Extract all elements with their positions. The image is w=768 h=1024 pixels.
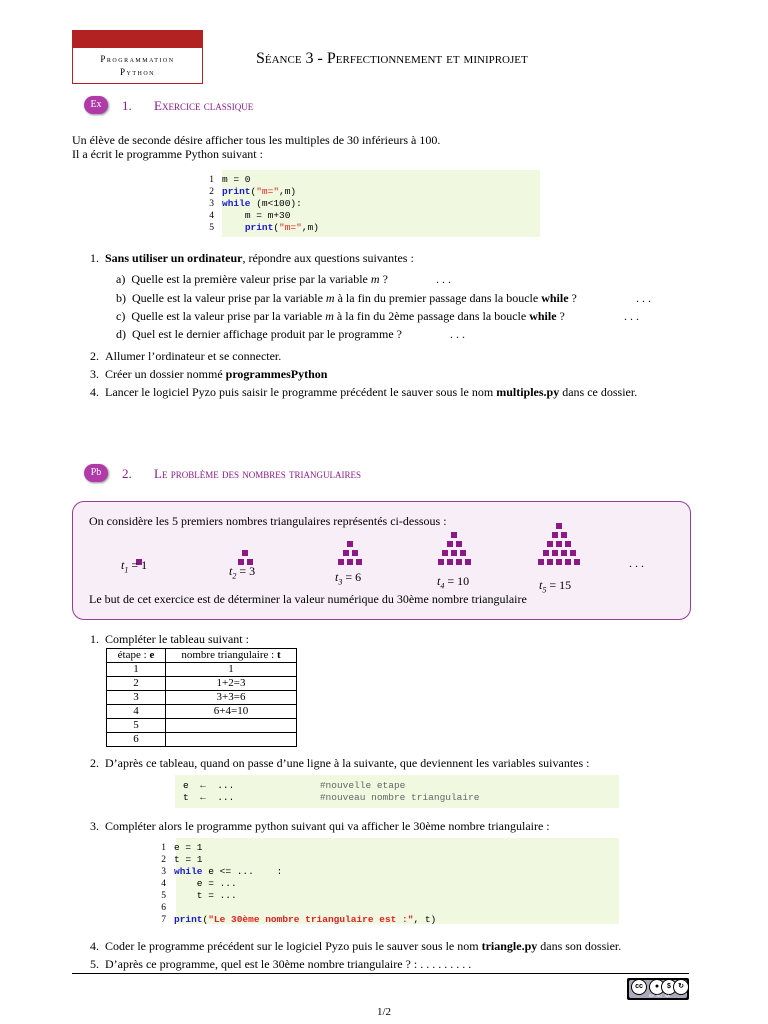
code-line: 4 e = ...	[161, 878, 237, 889]
code-line: 3 while (m<100):	[209, 198, 302, 209]
license-tags: BY NC SA	[649, 993, 670, 998]
triangular-term-label: $t_2 = 3$	[229, 564, 256, 581]
header-nombre: nombre triangulaire : t	[166, 649, 297, 663]
update-line-t: t ← ... #nouveau nombre triangulaire	[183, 792, 480, 803]
question-4: 4. Lancer le logiciel Pyzo puis saisir le programme précédent le sauver sous le nom multiples.py dans ce dossier.	[90, 385, 638, 399]
triangle-dot	[570, 550, 576, 556]
cell-etape: 1	[107, 663, 166, 677]
cell-nombre: 1+2=3	[166, 677, 297, 691]
code-line: 7 print("Le 30ème nombre triangulaire est :", t)	[161, 914, 437, 925]
triangle-dot	[447, 541, 453, 547]
s2-question-2: 2. D’après ce tableau, quand on passe d’une ligne à la suivante, que deviennent les variables suivantes :	[90, 756, 590, 770]
code-line: 3 while e <= ... :	[161, 866, 283, 877]
triangle-dot	[556, 523, 562, 529]
triangle-dot	[460, 550, 466, 556]
code-line: 2 print("m=",m)	[209, 186, 297, 197]
code-line: 1 m = 0	[209, 174, 251, 185]
table-header-row	[107, 649, 297, 663]
frame-ellipsis: . . .	[629, 556, 644, 570]
triangle-dot	[552, 532, 558, 538]
cell-etape: 2	[107, 677, 166, 691]
section2-title: Le problème des nombres triangulaires	[154, 466, 361, 481]
cell-etape: 4	[107, 705, 166, 719]
frame-intro: On considère les 5 premiers nombres triangulaires représentés ci-dessous :	[89, 514, 447, 528]
triangle-dot	[356, 559, 362, 565]
triangle-dot	[552, 550, 558, 556]
question-3: 3. Créer un dossier nommé programmesPython	[90, 367, 328, 381]
code-line: 1 e = 1	[161, 842, 203, 853]
cc-icon: cc	[631, 979, 647, 995]
triangle-dot	[451, 532, 457, 538]
problem-badge: Pb	[84, 464, 108, 482]
s2-question-3: 3. Compléter alors le programme python suivant qui va afficher le 30ème nombre triangulaire :	[90, 819, 550, 833]
triangle-dot	[547, 559, 553, 565]
code-line: 6	[161, 903, 166, 913]
course-name: Programmation Python	[100, 54, 175, 77]
code-lines	[200, 174, 540, 238]
code-line: 2 t = 1	[161, 854, 203, 865]
triangular-term-label: $t_3 = 6$	[335, 570, 362, 587]
intro-line-2: Il a écrit le programme Python suivant :	[72, 147, 263, 161]
course-header-box	[72, 30, 203, 84]
cell-etape: 5	[107, 719, 166, 733]
cell-nombre: 6+4=10	[166, 705, 297, 719]
triangle-dot	[438, 559, 444, 565]
page-title: Séance 3 - Perfectionnement et miniprojet	[256, 50, 528, 67]
section1-title: Exercice classique	[154, 98, 254, 113]
header-etape: étape : e	[107, 649, 166, 663]
triangle-dot	[352, 550, 358, 556]
by-icon: ●	[649, 979, 665, 995]
nc-icon: $	[661, 979, 677, 995]
section1-number: 1.	[122, 98, 132, 113]
triangle-dot	[456, 541, 462, 547]
sub-question-b: b) Quelle est la valeur prise par la variable m à la fin du premier passage dans la boucle while ? . . .	[116, 291, 651, 305]
triangle-dot	[343, 550, 349, 556]
triangle-dot	[538, 559, 544, 565]
triangular-term-label: $t_5 = 15$	[539, 578, 572, 595]
table-row	[107, 677, 297, 691]
code-line: 4 m = m+30	[209, 210, 291, 221]
cell-etape: 3	[107, 691, 166, 705]
exercise-badge: Ex	[84, 96, 108, 114]
header-band	[73, 31, 202, 48]
creative-commons-license-badge	[627, 978, 689, 1000]
triangle-dot	[561, 532, 567, 538]
sub-question-d: d) Quel est le dernier affichage produit par le programme ? . . .	[116, 327, 465, 341]
triangle-dot	[565, 541, 571, 547]
triangle-dot	[556, 559, 562, 565]
table-row	[107, 705, 297, 719]
table-row	[107, 719, 297, 733]
page-number: 1/2	[376, 1006, 392, 1018]
code-line: 5 t = ...	[161, 890, 237, 901]
table-row	[107, 663, 297, 677]
triangle-dot	[561, 550, 567, 556]
triangle-dot	[451, 550, 457, 556]
triangular-numbers-frame	[72, 501, 691, 620]
sa-icon: ↻	[673, 979, 689, 995]
triangle-dot	[565, 559, 571, 565]
table-row	[107, 733, 297, 747]
s2-question-1: 1. Compléter le tableau suivant :	[90, 632, 249, 646]
triangular-term-label: $t_4 = 10$	[437, 574, 470, 591]
frame-goal: Le but de cet exercice est de déterminer la valeur numérique du 30ème nombre triangulaire	[89, 592, 527, 606]
intro-line-1: Un élève de seconde désire afficher tous les multiples de 30 inférieurs à 100.	[72, 133, 441, 147]
section2-number: 2.	[122, 466, 132, 481]
triangle-dot	[347, 541, 353, 547]
triangle-dot	[574, 559, 580, 565]
question-2: 2. Allumer l’ordinateur et se connecter.	[90, 349, 282, 363]
triangle-dot	[456, 559, 462, 565]
triangular-term-label: $t_1 = 1$	[121, 558, 148, 575]
question-1: 1. Sans utiliser un ordinateur, répondre aux questions suivantes :	[90, 251, 414, 265]
s2-question-5: 5. D’après ce programme, quel est le 30ème nombre triangulaire ? : . . . . . . . . .	[90, 957, 472, 971]
cell-nombre: 1	[166, 663, 297, 677]
cell-etape: 6	[107, 733, 166, 747]
update-code-block	[175, 775, 619, 808]
triangle-dot	[242, 550, 248, 556]
code2-lines	[152, 842, 622, 926]
cell-nombre	[166, 733, 297, 747]
triangular-table	[106, 648, 297, 747]
sub-question-a: a) Quelle est la première valeur prise par la variable m ? . . .	[116, 272, 451, 286]
triangle-dot	[338, 559, 344, 565]
table-row	[107, 691, 297, 705]
update-line-e: e ← ... #nouvelle etape	[183, 780, 406, 791]
triangle-dot	[465, 559, 471, 565]
cell-nombre: 3+3=6	[166, 691, 297, 705]
footer-rule	[72, 973, 689, 974]
triangle-dot	[347, 559, 353, 565]
triangle-dot	[447, 559, 453, 565]
triangle-dot	[543, 550, 549, 556]
cell-nombre	[166, 719, 297, 733]
code-line: 5 print("m=",m)	[209, 222, 319, 233]
triangle-dot	[556, 541, 562, 547]
sub-question-c: c) Quelle est la valeur prise par la variable m à la fin du 2ème passage dans la boucle while ? . . .	[116, 309, 639, 323]
s2-question-4: 4. Coder le programme précédent sur le logiciel Pyzo puis le sauver sous le nom triangle.py dans son dossier.	[90, 939, 622, 953]
triangle-dot	[442, 550, 448, 556]
triangle-dot	[547, 541, 553, 547]
